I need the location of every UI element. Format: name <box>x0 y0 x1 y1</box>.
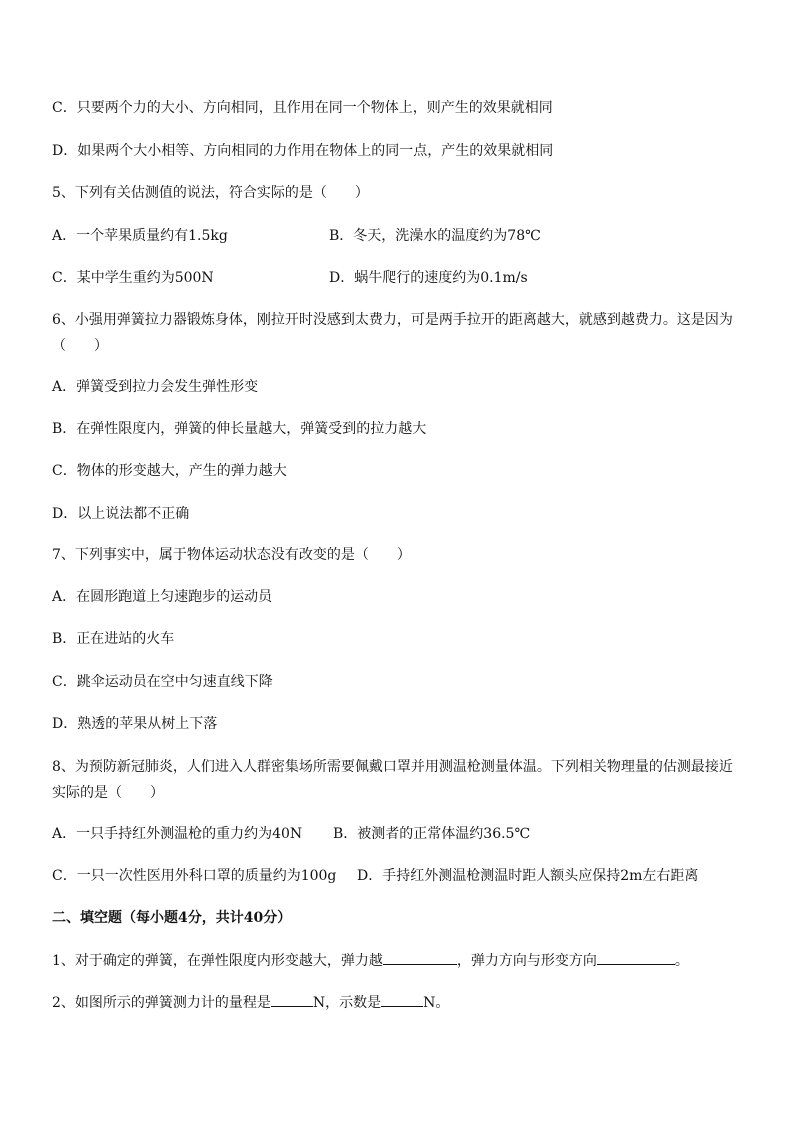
q8-option-a: A．一只手持红外测温枪的重力约为40N <box>52 826 303 842</box>
q7-stem: 7、下列事实中，属于物体运动状态没有改变的是（ ） <box>52 547 411 563</box>
q4-option-c: C．只要两个力的大小、方向相同，且作用在同一个物体上，则产生的效果就相同 <box>52 100 553 116</box>
q8-option-b: B．被测者的正常体温约36.5℃ <box>333 826 531 842</box>
q8-option-d: D．手持红外测温枪测温时距人额头应保持2m左右距离 <box>357 868 699 884</box>
q8-option-c: C．一只一次性医用外科口罩的质量约为100g <box>52 868 337 884</box>
answer-blank[interactable] <box>271 992 313 1007</box>
answer-blank[interactable] <box>383 950 457 965</box>
q5-stem: 5、下列有关估测值的说法，符合实际的是（ ） <box>52 185 369 201</box>
q8-stem: 8、为预防新冠肺炎，人们进入人群密集场所需要佩戴口罩并用测温枪测量体温。下列相关物理量的估测最接近实际的是（ ） <box>52 759 733 801</box>
q6-option-d: D．以上说法都不正确 <box>52 506 190 522</box>
q6-stem: 6、小强用弹簧拉力器锻炼身体，刚拉开时没感到太费力，可是两手拉开的距离越大，就感到越费力。这是因为（ ） <box>52 312 733 354</box>
fill2-text-1: 2、如图所示的弹簧测力计的量程是 <box>52 995 271 1011</box>
q5-option-c: C．某中学生重约为500N <box>52 270 214 286</box>
q5-option-d: D．蜗牛爬行的速度约为0.1m/s <box>329 270 528 286</box>
section-heading-fill-in: 二、填空题（每小题4分，共计40分） <box>52 910 292 926</box>
q6-option-c: C．物体的形变越大，产生的弹力越大 <box>52 463 287 479</box>
fill2-text-3: N。 <box>423 995 450 1011</box>
q4-option-d: D．如果两个大小相等、方向相同的力作用在物体上的同一点，产生的效果就相同 <box>52 143 554 159</box>
q5-option-a: A．一个苹果质量约有1.5kg <box>52 228 228 244</box>
q5-option-b: B．冬天，洗澡水的温度约为78℃ <box>329 228 541 244</box>
fill1-text-3: 。 <box>674 953 689 969</box>
fill2-text-2: N，示数是 <box>312 995 382 1011</box>
fill-question-2 <box>52 992 449 1013</box>
fill1-text-2: ，弹力方向与形变方向 <box>456 953 597 969</box>
q6-option-b: B．在弹性限度内，弹簧的伸长量越大，弹簧受到的拉力越大 <box>52 421 427 437</box>
answer-blank[interactable] <box>597 950 675 965</box>
fill1-text-1: 1、对于确定的弹簧，在弹性限度内形变越大，弹力越 <box>52 953 383 969</box>
q7-option-c: C．跳伞运动员在空中匀速直线下降 <box>52 674 273 690</box>
q6-option-a: A．弹簧受到拉力会发生弹性形变 <box>52 379 259 395</box>
answer-blank[interactable] <box>381 992 423 1007</box>
q7-option-a: A．在圆形跑道上匀速跑步的运动员 <box>52 589 273 605</box>
q7-option-d: D．熟透的苹果从树上下落 <box>52 716 218 732</box>
q7-option-b: B．正在进站的火车 <box>52 631 175 647</box>
fill-question-1 <box>52 950 689 971</box>
